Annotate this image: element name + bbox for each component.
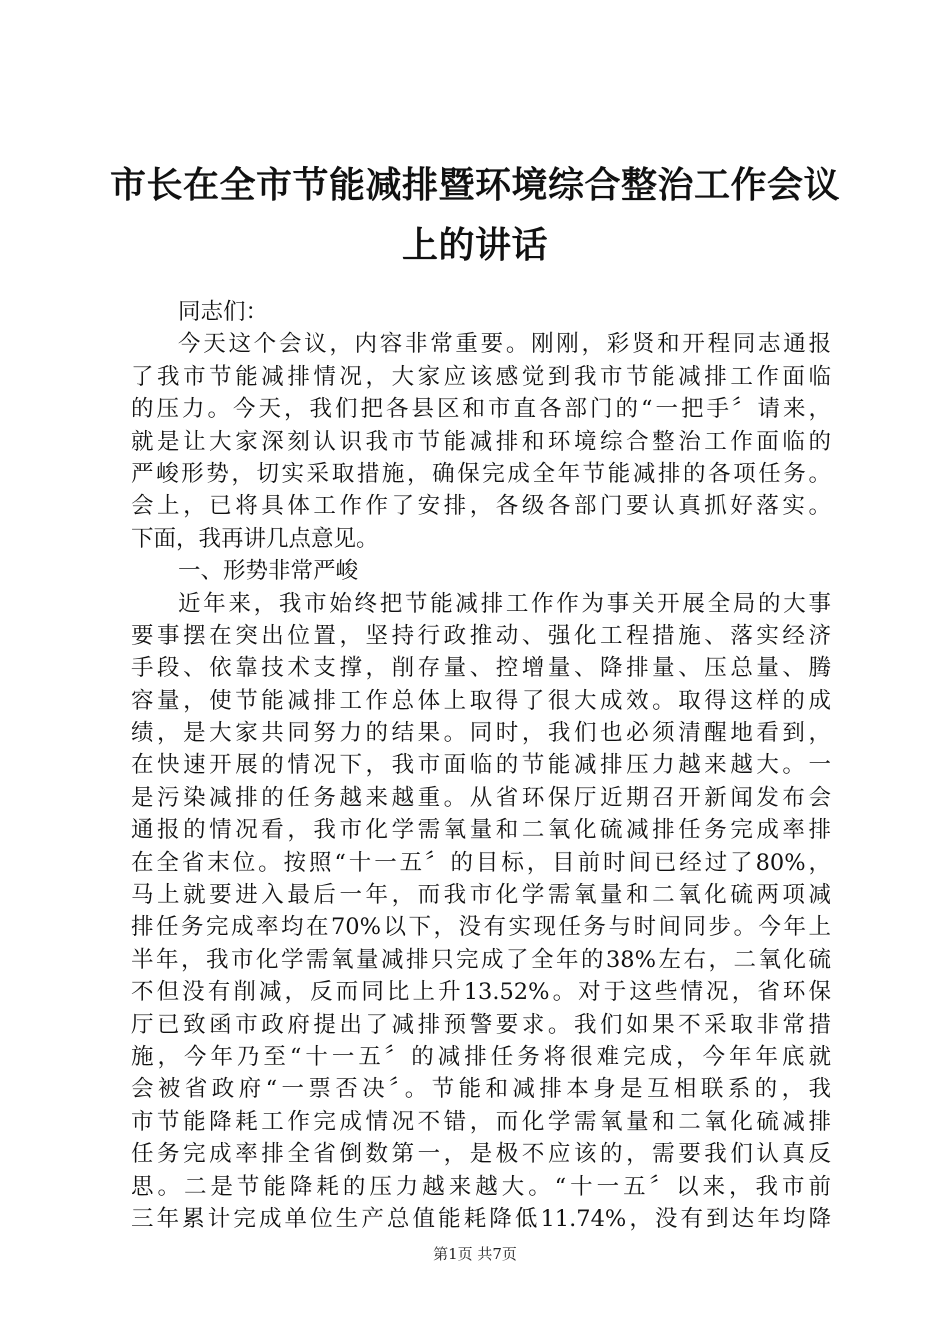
paragraph-line: 排任务完成率均在70%以下，没有实现任务与时间同步。今年上 xyxy=(131,914,831,941)
paragraph-line: 在全省末位。按照“十一五〞的目标，目前时间已经过了80%， xyxy=(131,849,831,876)
paragraph-line: 不但没有削减，反而同比上升13.52%。对于这些情况，省环保 xyxy=(131,979,831,1006)
paragraph-line: 手段、依靠技术支撑，削存量、控增量、降排量、压总量、腾 xyxy=(131,655,831,682)
document-body xyxy=(131,296,831,1235)
paragraph-line: 会被省政府“一票否决〞。节能和减排本身是互相联系的，我 xyxy=(131,1076,831,1103)
paragraph-line: 施，今年乃至“十一五〞的减排任务将很难完成，今年年底就 xyxy=(131,1043,831,1070)
document-title-line-2: 上的讲话 xyxy=(401,225,548,266)
paragraph-line: 近年来，我市始终把节能减排工作作为事关开展全局的大事 xyxy=(178,590,831,617)
paragraph-line: 会上，已将具体工作作了安排，各级各部门要认真抓好落实。 xyxy=(131,493,831,520)
paragraph-line: 半年，我市化学需氧量减排只完成了全年的38%左右，二氧化硫 xyxy=(131,946,831,973)
salutation: 同志们： xyxy=(178,299,269,325)
paragraph-line: 是污染减排的任务越来越重。从省环保厅近期召开新闻发布会 xyxy=(131,784,831,811)
paragraph-line: 容量，使节能减排工作总体上取得了很大成效。取得这样的成 xyxy=(131,687,831,714)
paragraph-line: 严峻形势，切实采取措施，确保完成全年节能减排的各项任务。 xyxy=(131,460,831,487)
paragraph-line: 要事摆在突出位置，坚持行政推动、强化工程措施、落实经济 xyxy=(131,622,831,649)
paragraph-line: 在快速开展的情况下，我市面临的节能减排压力越来越大。一 xyxy=(131,752,831,779)
paragraph-line: 三年累计完成单位生产总值能耗降低11.74%，没有到达年均降 xyxy=(131,1205,831,1232)
paragraph-line: 厅已致函市政府提出了减排预警要求。我们如果不采取非常措 xyxy=(131,1011,831,1038)
paragraph-line: 今天这个会议，内容非常重要。刚刚，彩贤和开程同志通报 xyxy=(178,331,831,358)
paragraph-line: 马上就要进入最后一年，而我市化学需氧量和二氧化硫两项减 xyxy=(131,882,831,909)
paragraph-line: 的压力。今天，我们把各县区和市直各部门的“一把手〞请来， xyxy=(131,396,831,423)
paragraph-line: 通报的情况看，我市化学需氧量和二氧化硫减排任务完成率排 xyxy=(131,817,831,844)
paragraph-line: 下面，我再讲几点意见。 xyxy=(131,525,379,552)
page-number-footer: 第1页 共7页 xyxy=(433,1245,517,1263)
paragraph-line: 就是让大家深刻认识我市节能减排和环境综合整治工作面临的 xyxy=(131,428,831,455)
paragraph-line: 思。二是节能降耗的压力越来越大。“十一五〞以来，我市前 xyxy=(131,1173,831,1200)
section-heading: 一、形势非常严峻 xyxy=(178,558,359,585)
paragraph-line: 了我市节能减排情况，大家应该感觉到我市节能减排工作面临 xyxy=(131,363,831,390)
paragraph-line: 市节能降耗工作完成情况不错，而化学需氧量和二氧化硫减排 xyxy=(131,1108,831,1135)
paragraph-line: 绩，是大家共同努力的结果。同时，我们也必须清醒地看到， xyxy=(131,720,831,747)
paragraph-line: 任务完成率排全省倒数第一，是极不应该的，需要我们认真反 xyxy=(131,1141,831,1168)
document-title-line-1: 市长在全市节能减排暨环境综合整治工作会议 xyxy=(109,165,840,206)
